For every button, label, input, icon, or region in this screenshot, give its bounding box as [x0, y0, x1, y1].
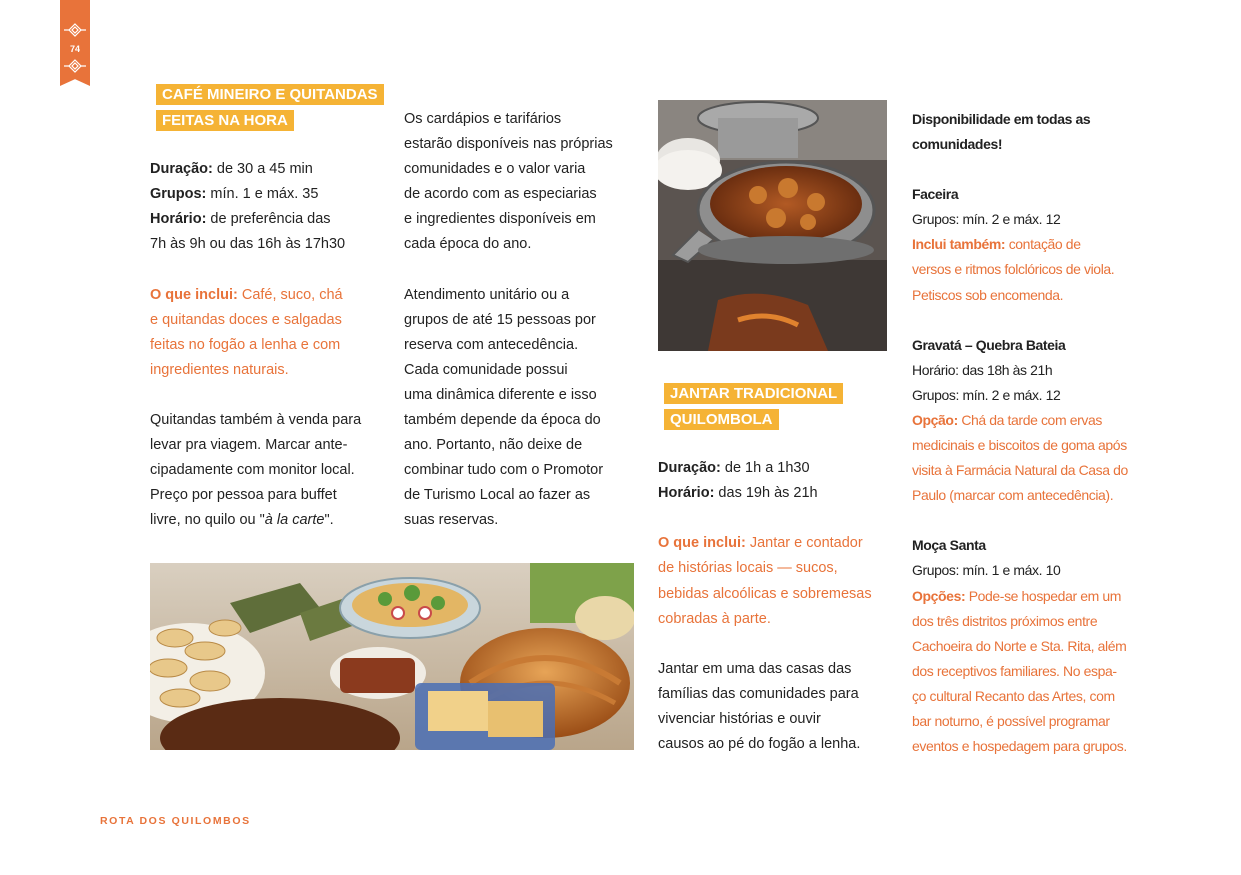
- intro-line: Disponibilidade em todas as: [912, 111, 1091, 127]
- gravata-line: medicinais e biscoitos de goma após: [912, 437, 1127, 454]
- gravata-grupos: Grupos: mín. 2 e máx. 12: [912, 386, 1061, 403]
- atendimento-line: suas reservas.: [404, 512, 499, 529]
- cafe-inclui: O que inclui: Café, suco, chá: [150, 286, 343, 303]
- jantar-line: famílias das comunidades para: [658, 685, 859, 702]
- footer-title: ROTA DOS QUILOMBOS: [100, 815, 251, 827]
- jantar-inclui-line: bebidas alcoólicas e sobremesas: [658, 585, 872, 602]
- buffet-photo: [150, 563, 634, 750]
- moca-line: dos três distritos próximos entre: [912, 612, 1098, 629]
- cardapios-line: comunidades e o valor varia: [404, 161, 586, 178]
- atendimento-line: uma dinâmica diferente e isso: [404, 386, 597, 403]
- cardapios-line: Os cardápios e tarifários: [404, 111, 562, 127]
- jantar-heading-line1: JANTAR TRADICIONAL: [664, 383, 843, 404]
- ornament-icon: [60, 0, 90, 86]
- jantar-line: Jantar em uma das casas das: [658, 660, 852, 677]
- cardapios-column: [404, 107, 644, 534]
- moca-opcoes: Opções: Pode-se hospedar em um: [912, 587, 1121, 604]
- atendimento-line: combinar tudo com o Promotor: [404, 462, 604, 479]
- moca-line: bar noturno, é possível programar: [912, 712, 1110, 729]
- cafe-inclui-line: feitas no fogão a lenha e com: [150, 336, 341, 353]
- moca-line: dos receptivos familiares. No espa-: [912, 662, 1117, 679]
- cafe-horario-line2: 7h às 9h ou das 16h às 17h30: [150, 236, 346, 253]
- intro-line: comunidades!: [912, 136, 1003, 153]
- cafe-horario: Horário: de preferência das: [150, 211, 331, 228]
- gravata-line: Paulo (marcar com antecedência).: [912, 487, 1114, 504]
- jantar-column: [658, 381, 898, 757]
- moca-line: eventos e hospedagem para grupos.: [912, 738, 1127, 755]
- cardapios-line: estarão disponíveis nas próprias: [404, 136, 613, 153]
- moca-name: Moça Santa: [912, 537, 986, 554]
- atendimento-line: de Turismo Local ao fazer as: [404, 487, 591, 504]
- gravata-name: Gravatá – Quebra Bateia: [912, 336, 1066, 353]
- cafe-inclui-line: ingredientes naturais.: [150, 361, 289, 378]
- gravata-horario: Horário: das 18h às 21h: [912, 361, 1053, 378]
- moca-grupos: Grupos: mín. 1 e máx. 10: [912, 562, 1061, 579]
- cafe-column: [150, 82, 390, 533]
- faceira-line: Petiscos sob encomenda.: [912, 286, 1064, 303]
- atendimento-line: reserva com antecedência.: [404, 336, 579, 353]
- cafe-venda-line: livre, no quilo ou "à la carte".: [150, 512, 334, 529]
- cafe-venda-line: cipadamente com monitor local.: [150, 462, 355, 479]
- cafe-grupos: Grupos: mín. 1 e máx. 35: [150, 186, 319, 203]
- page-tab: [60, 0, 90, 86]
- cardapios-line: e ingredientes disponíveis em: [404, 211, 596, 228]
- cooking-pot-photo: [658, 100, 887, 351]
- faceira-line: versos e ritmos folclóricos de viola.: [912, 261, 1115, 278]
- jantar-inclui-line: de histórias locais — sucos,: [658, 560, 838, 577]
- faceira-inclui: Inclui também: contação de: [912, 236, 1081, 253]
- cafe-venda-line: Quitandas também à venda para: [150, 411, 362, 428]
- cafe-heading-line1: CAFÉ MINEIRO E QUITANDAS: [156, 84, 384, 105]
- jantar-inclui: O que inclui: Jantar e contador: [658, 535, 863, 552]
- page-number: 74: [69, 44, 80, 54]
- cafe-inclui-line: e quitandas doces e salgadas: [150, 311, 342, 328]
- atendimento-line: Cada comunidade possui: [404, 361, 568, 378]
- moca-line: ço cultural Recanto das Artes, com: [912, 687, 1115, 704]
- jantar-line: causos ao pé do fogão a lenha.: [658, 736, 861, 753]
- jantar-heading-line2: QUILOMBOLA: [664, 409, 779, 430]
- cafe-duracao: Duração: de 30 a 45 min: [150, 161, 313, 178]
- cafe-venda-line: Preço por pessoa para buffet: [150, 487, 337, 504]
- atendimento-line: ano. Portanto, não deixe de: [404, 437, 583, 454]
- cafe-heading: [156, 82, 390, 134]
- atendimento-line: Atendimento unitário ou a: [404, 286, 570, 303]
- jantar-duracao: Duração: de 1h a 1h30: [658, 460, 810, 477]
- comunidades-column: [912, 107, 1162, 759]
- jantar-line: vivenciar histórias e ouvir: [658, 710, 821, 727]
- jantar-inclui-line: cobradas à parte.: [658, 610, 771, 627]
- faceira-name: Faceira: [912, 186, 959, 203]
- cafe-heading-line2: FEITAS NA HORA: [156, 110, 294, 131]
- faceira-grupos: Grupos: mín. 2 e máx. 12: [912, 211, 1061, 228]
- moca-line: Cachoeira do Norte e Sta. Rita, além: [912, 637, 1127, 654]
- atendimento-line: também depende da época do: [404, 412, 601, 429]
- atendimento-line: grupos de até 15 pessoas por: [404, 311, 596, 328]
- jantar-heading: [664, 381, 898, 433]
- jantar-horario: Horário: das 19h às 21h: [658, 485, 818, 502]
- cafe-venda-line: levar pra viagem. Marcar ante-: [150, 437, 348, 454]
- gravata-line: visita à Farmácia Natural da Casa do: [912, 462, 1128, 479]
- gravata-opcao: Opção: Chá da tarde com ervas: [912, 411, 1102, 428]
- cardapios-line: de acordo com as especiarias: [404, 186, 597, 203]
- cardapios-line: cada época do ano.: [404, 236, 532, 253]
